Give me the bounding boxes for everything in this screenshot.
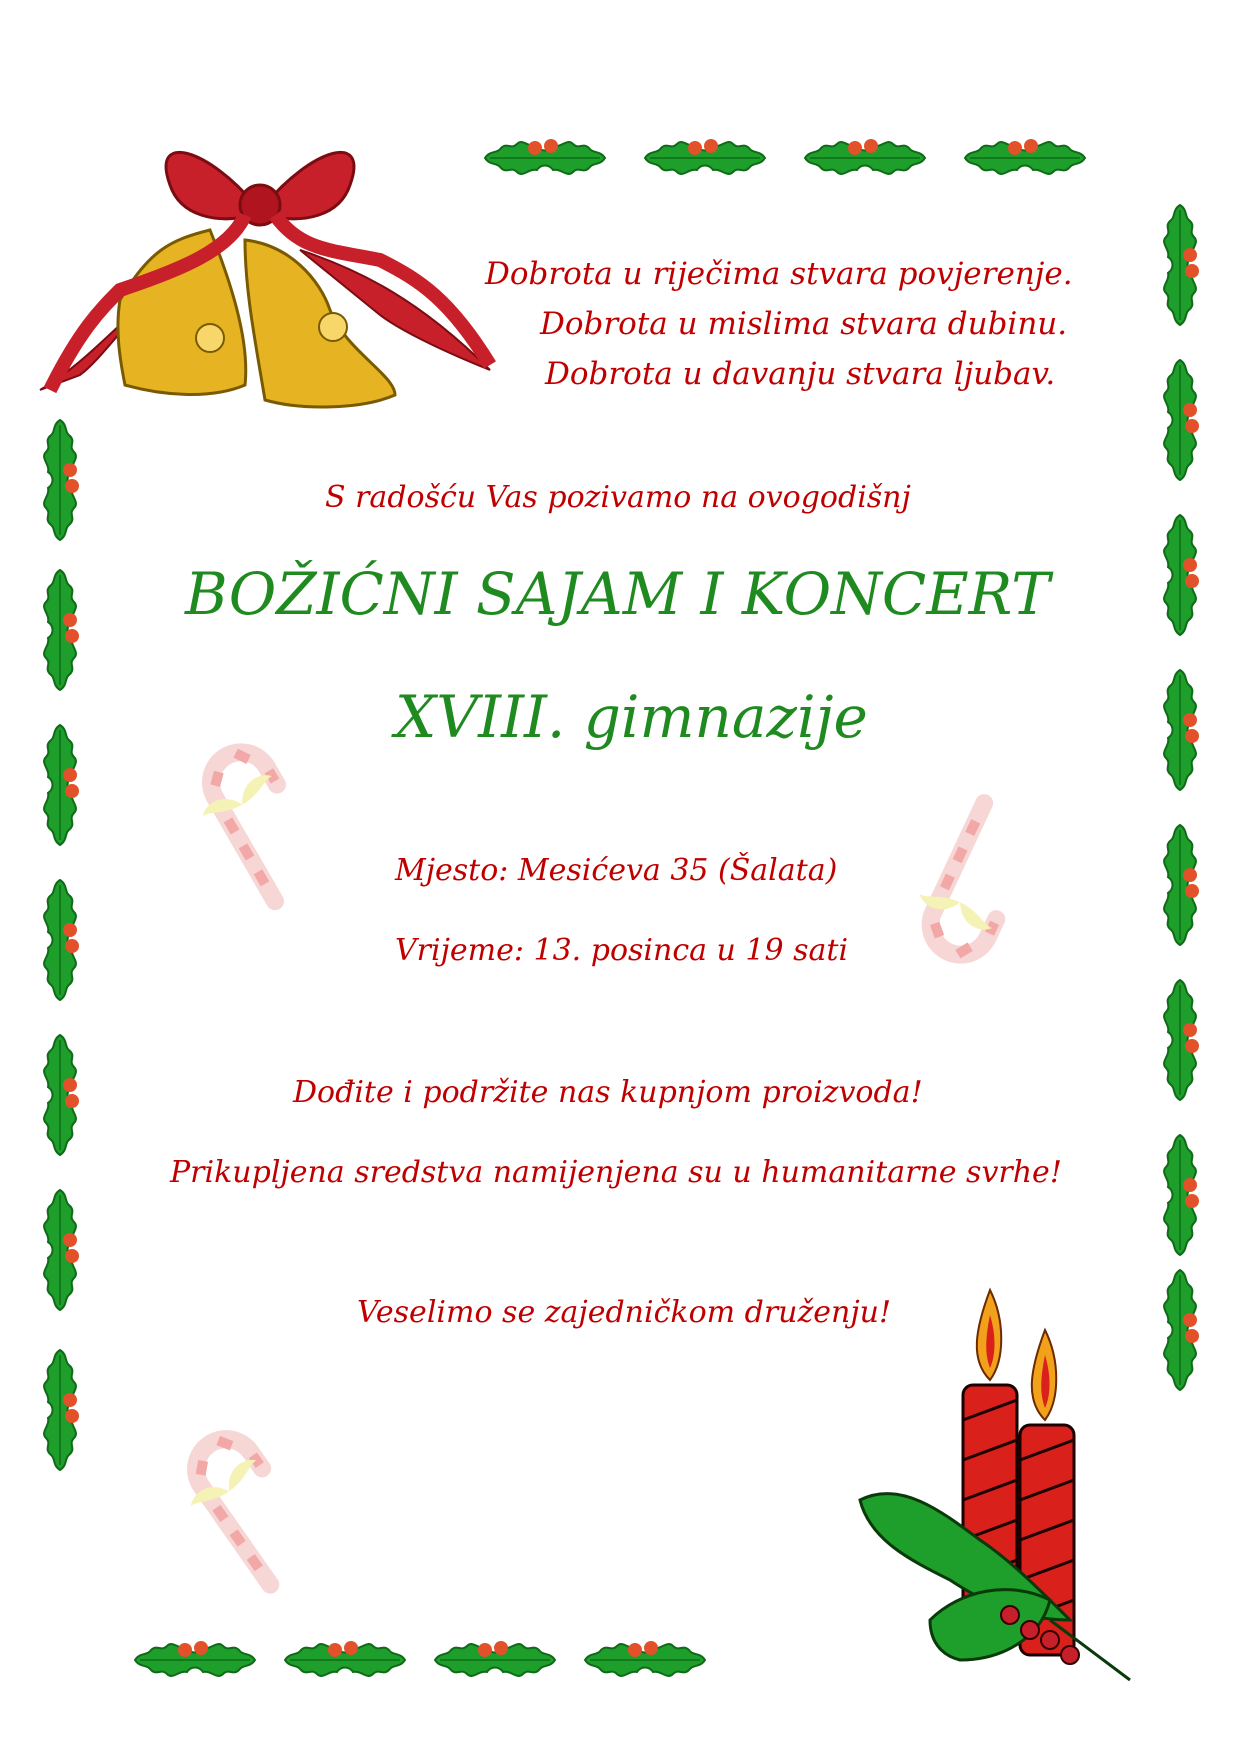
holly-leaf-icon: [44, 570, 79, 690]
holly-leaf-icon: [44, 725, 79, 845]
holly-leaf-icon: [1164, 1135, 1199, 1255]
closing-line: Veselimo se zajedničkom druženju!: [357, 1295, 892, 1330]
holly-leaf-icon: [435, 1641, 555, 1676]
holly-leaf-icon: [965, 139, 1085, 174]
quote-line-1: Dobrota u riječima stvara povjerenje.: [485, 256, 1073, 292]
holly-leaf-icon: [44, 1350, 79, 1470]
holly-leaf-icon: [1164, 825, 1199, 945]
invitation-intro: S radošću Vas pozivamo na ovogodišnj: [325, 480, 911, 515]
holly-leaf-icon: [44, 420, 79, 540]
appeal-line-2: Prikupljena sredstva namijenjena su u humanitarne svrhe!: [170, 1155, 1062, 1190]
event-subtitle: XVIII. gimnazije: [395, 683, 868, 751]
candles-with-holly-icon: [860, 1290, 1130, 1680]
holly-leaf-icon: [44, 880, 79, 1000]
holly-leaf-icon: [1164, 205, 1199, 325]
candy-cane-icon: [903, 795, 1039, 965]
quote-line-3: Dobrota u davanju stvara ljubav.: [545, 356, 1056, 392]
holly-leaf-icon: [485, 139, 605, 174]
holly-leaf-icon: [805, 139, 925, 174]
holly-leaf-icon: [1164, 980, 1199, 1100]
holly-leaf-icon: [285, 1641, 405, 1676]
quote-line-2: Dobrota u mislima stvara dubinu.: [540, 306, 1068, 342]
event-place: Mjesto: Mesićeva 35 (Šalata): [395, 853, 838, 888]
holly-leaf-icon: [585, 1641, 705, 1676]
event-time: Vrijeme: 13. posinca u 19 sati: [395, 933, 849, 968]
holly-leaf-icon: [1164, 1270, 1199, 1390]
holly-leaf-icon: [44, 1190, 79, 1310]
holly-leaf-icon: [135, 1641, 255, 1676]
holly-leaf-icon: [1164, 515, 1199, 635]
event-title: BOŽIĆNI SAJAM I KONCERT: [185, 560, 1050, 628]
bells-with-bow-icon: [40, 152, 490, 407]
holly-leaf-icon: [1164, 360, 1199, 480]
candy-cane-icon: [168, 1427, 320, 1596]
holly-leaf-icon: [44, 1035, 79, 1155]
holly-leaf-icon: [1164, 670, 1199, 790]
holly-leaf-icon: [645, 139, 765, 174]
appeal-line-1: Dođite i podržite nas kupnjom proizvoda!: [293, 1075, 923, 1110]
candy-cane-icon: [183, 741, 327, 911]
